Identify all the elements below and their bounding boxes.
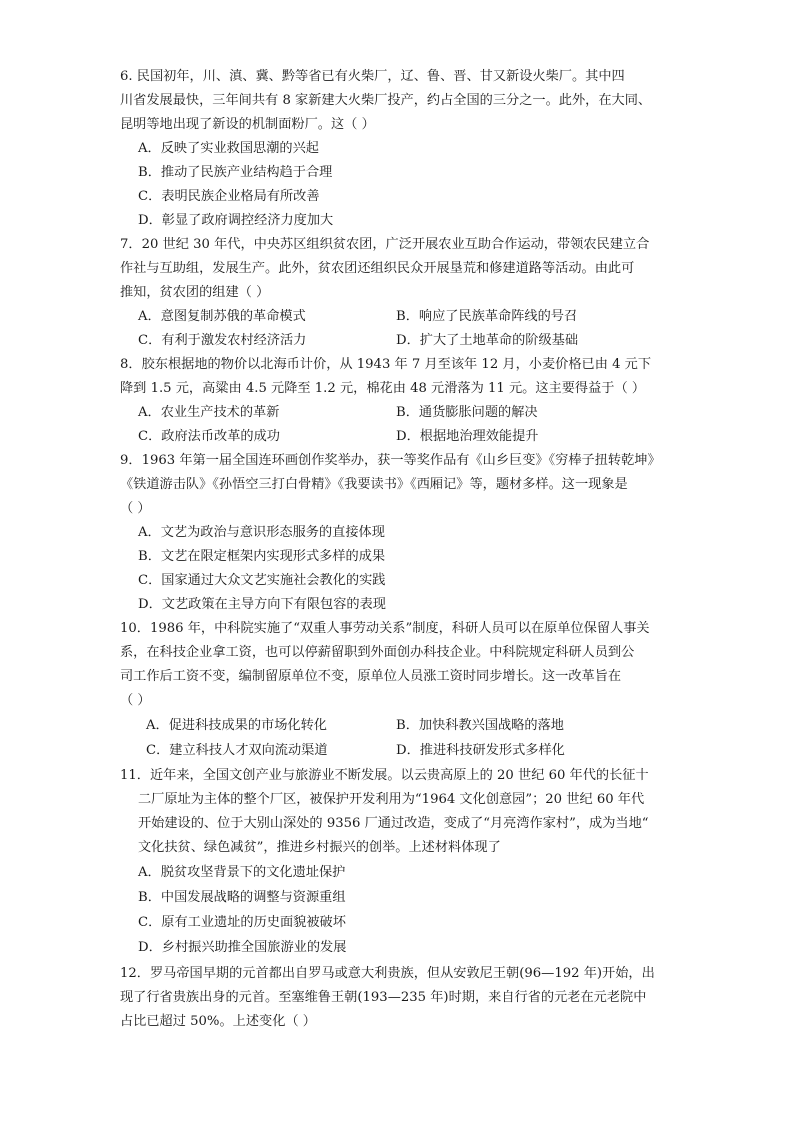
- question-stem-line: 10．1986 年，中科院实施了“双重人事劳动关系”制度，科研人员可以在原单位保留人事关: [120, 621, 650, 636]
- question-stem-line: 占比已超过 50%。上述变化（ ）: [120, 1014, 316, 1029]
- option-b: B．推动了民族产业结构趋于合理: [138, 165, 333, 180]
- option-a: A．反映了实业救国思潮的兴起: [138, 141, 319, 156]
- option-a: A．意图复制苏俄的革命模式: [138, 309, 306, 324]
- option-d: D．推进科技研发形式多样化: [396, 743, 565, 758]
- option-d: D．文艺政策在主导方向下有限包容的表现: [138, 597, 386, 612]
- option-c: C．有利于激发农村经济活力: [138, 333, 307, 348]
- question-stem-line: （ ）: [120, 501, 151, 516]
- option-b: B．加快科教兴国战略的落地: [396, 718, 564, 733]
- option-b: B．中国发展战略的调整与资源重组: [138, 890, 346, 905]
- option-c: C．政府法币改革的成功: [138, 429, 280, 444]
- option-b: B．通货膨胀问题的解决: [396, 405, 538, 420]
- option-b: B．文艺在限定框架内实现形式多样的成果: [138, 549, 386, 564]
- option-c: C．国家通过大众文艺实施社会教化的实践: [138, 573, 386, 588]
- question-stem-line: 二厂原址为主体的整个厂区，被保护开发利用为“1964 文化创意园”；20 世纪 60 年代: [138, 792, 645, 807]
- question-stem-line: 降到 1.5 元，高粱由 4.5 元降至 1.2 元，棉花由 48 元滑落为 11 元。这主要得益于（ ）: [120, 381, 646, 396]
- option-d: D．扩大了土地革命的阶级基础: [396, 333, 579, 348]
- question-stem-line: （ ）: [120, 693, 151, 708]
- option-c: C．表明民族企业格局有所改善: [138, 189, 320, 204]
- option-b: B．响应了民族革命阵线的号召: [396, 309, 578, 324]
- option-a: A．文艺为政治与意识形态服务的直接体现: [138, 525, 385, 540]
- question-stem-line: 11．近年来，全国文创产业与旅游业不断发展。以云贵高原上的 20 世纪 60 年代的长征十: [120, 768, 649, 783]
- question-stem-line: 7．20 世纪 30 年代，中央苏区组织贫农团，广泛开展农业互助合作运动，带领农民建立合: [120, 237, 650, 252]
- question-stem-line: 文化扶贫、绿色减贫”，推进乡村振兴的创举。上述材料体现了: [138, 840, 501, 855]
- question-stem-line: 昆明等地出现了新设的机制面粉厂。这（ ）: [120, 117, 375, 132]
- question-stem-line: 12．罗马帝国早期的元首都出自罗马或意大利贵族，但从安敦尼王朝(96—192 年)开始，出: [120, 966, 655, 981]
- question-stem-line: 作社与互助组，发展生产。此外，贫农团还组织民众开展垦荒和修建道路等活动。由此可: [120, 261, 635, 276]
- question-stem-line: 《铁道游击队》《孙悟空三打白骨精》《我要读书》《西厢记》等，题材多样。这一现象是: [120, 477, 628, 492]
- question-stem-line: 司工作后工资不变，编制留原单位不变，原单位人员涨工资时同步增长。这一改革旨在: [120, 669, 622, 684]
- question-stem-line: 川省发展最快，三年间共有 8 家新建大火柴厂投产，约占全国的三分之一。此外，在大同、: [120, 93, 652, 108]
- option-d: D．乡村振兴助推全国旅游业的发展: [138, 940, 347, 955]
- question-stem-line: 现了行省贵族出身的元首。至塞维鲁王朝(193—235 年)时期，来自行省的元老在元老院中: [120, 990, 647, 1005]
- question-stem-line: 9．1963 年第一届全国连环画创作奖举办，获一等奖作品有《山乡巨变》《穷棒子扭转乾坤》: [120, 453, 661, 468]
- option-a: A．促进科技成果的市场化转化: [146, 718, 327, 733]
- option-a: A．农业生产技术的革新: [138, 405, 280, 420]
- option-d: D．根据地治理效能提升: [396, 429, 539, 444]
- question-stem-line: 8．胶东根据地的物价以北海币计价，从 1943 年 7 月至该年 12 月，小麦价格已由 4 元下: [120, 357, 652, 372]
- question-stem-line: 推知，贫农团的组建（ ）: [120, 285, 270, 300]
- question-stem-line: 6. 民国初年，川、滇、冀、黔等省已有火柴厂，辽、鲁、晋、甘又新设火柴厂。其中四: [120, 69, 625, 84]
- question-stem-line: 开始建设的、位于大别山深处的 9356 厂通过改造，变成了“月亮湾作家村”，成为当地“: [138, 816, 649, 831]
- option-c: C．原有工业遗址的历史面貌被破坏: [138, 915, 346, 930]
- option-d: D．彰显了政府调控经济力度加大: [138, 213, 334, 228]
- question-stem-line: 系，在科技企业拿工资，也可以停薪留职到外面创办科技企业。中科院规定科研人员到公: [120, 645, 635, 660]
- option-a: A．脱贫攻坚背景下的文化遗址保护: [138, 865, 346, 880]
- option-c: C．建立科技人才双向流动渠道: [146, 743, 328, 758]
